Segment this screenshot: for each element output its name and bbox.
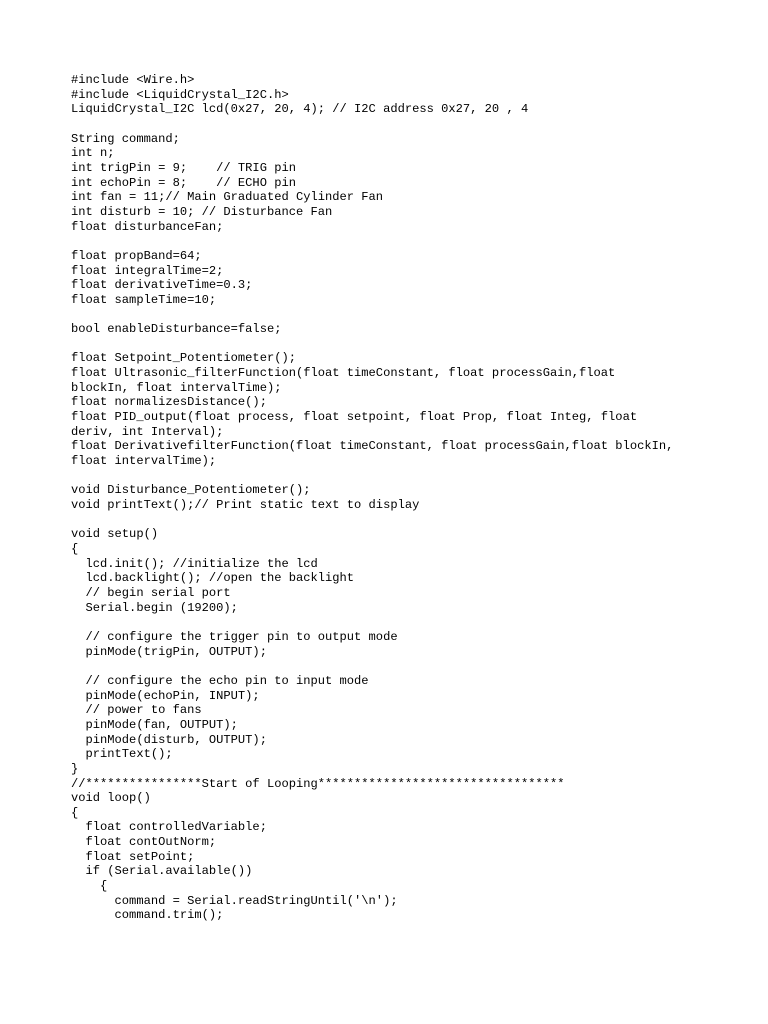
code-line: bool enableDisturbance=false; [71, 322, 282, 337]
code-line: float setPoint; [71, 849, 195, 864]
code-line: int disturb = 10; // Disturbance Fan [71, 204, 333, 219]
code-line: float integralTime=2; [71, 263, 224, 278]
code-line: deriv, int Interval); [71, 424, 224, 439]
code-line: float Setpoint_Potentiometer(); [71, 351, 296, 366]
code-line: //****************Start of Looping********************************** [71, 776, 565, 791]
code-line: #include <LiquidCrystal_I2C.h> [71, 87, 289, 102]
code-line [71, 117, 751, 132]
code-line: int n; [71, 146, 115, 161]
code-line: void printText();// Print static text to display [71, 498, 420, 513]
code-line: pinMode(echoPin, INPUT); [71, 688, 260, 703]
code-line: { [71, 805, 79, 820]
code-line: pinMode(fan, OUTPUT); [71, 717, 238, 732]
code-line [71, 308, 751, 323]
code-line: if (Serial.available()) [71, 864, 253, 879]
code-line: float controlledVariable; [71, 820, 267, 835]
code-line: int echoPin = 8; // ECHO pin [71, 175, 296, 190]
code-line: float sampleTime=10; [71, 292, 217, 307]
code-line: blockIn, float intervalTime); [71, 380, 282, 395]
code-line [71, 337, 751, 352]
code-line: float Ultrasonic_filterFunction(float timeConstant, float processGain,float [71, 366, 616, 381]
code-line [71, 234, 751, 249]
code-line: float intervalTime); [71, 454, 217, 469]
code-line: void Disturbance_Potentiometer(); [71, 483, 311, 498]
code-line: int trigPin = 9; // TRIG pin [71, 160, 296, 175]
code-line: command = Serial.readStringUntil('\n'); [71, 893, 398, 908]
code-line: printText(); [71, 747, 173, 762]
code-line [71, 659, 751, 674]
code-line: float disturbanceFan; [71, 219, 224, 234]
code-line: // configure the trigger pin to output mode [71, 629, 398, 644]
code-line: float derivativeTime=0.3; [71, 278, 253, 293]
code-line: float normalizesDistance(); [71, 395, 267, 410]
code-line: pinMode(trigPin, OUTPUT); [71, 644, 267, 659]
code-line: void loop() [71, 791, 151, 806]
code-line [71, 513, 751, 528]
code-line: // begin serial port [71, 585, 231, 600]
code-line: { [71, 879, 108, 894]
code-line: float contOutNorm; [71, 835, 217, 850]
code-line: pinMode(disturb, OUTPUT); [71, 732, 267, 747]
code-line: // configure the echo pin to input mode [71, 673, 369, 688]
code-line [71, 469, 751, 484]
code-line: } [71, 761, 79, 776]
code-line: float PID_output(float process, float setpoint, float Prop, float Integ, float [71, 410, 638, 425]
code-line: float propBand=64; [71, 248, 202, 263]
code-line: LiquidCrystal_I2C lcd(0x27, 20, 4); // I2C address 0x27, 20 , 4 [71, 102, 529, 117]
code-line: lcd.backlight(); //open the backlight [71, 571, 355, 586]
code-line: lcd.init(); //initialize the lcd [71, 556, 318, 571]
code-line: String command; [71, 131, 180, 146]
code-line: command.trim(); [71, 908, 224, 923]
code-line: { [71, 542, 79, 556]
code-line: Serial.begin (19200); [71, 600, 238, 615]
code-line: #include <Wire.h> [71, 73, 195, 87]
code-line: int fan = 11;// Main Graduated Cylinder Fan [71, 190, 384, 205]
code-line: void setup() [71, 527, 159, 542]
code-line: // power to fans [71, 703, 202, 718]
code-line: float DerivativefilterFunction(float timeConstant, float processGain,float blockIn, [71, 439, 674, 454]
source-code-block [71, 73, 751, 923]
code-line [71, 615, 751, 630]
